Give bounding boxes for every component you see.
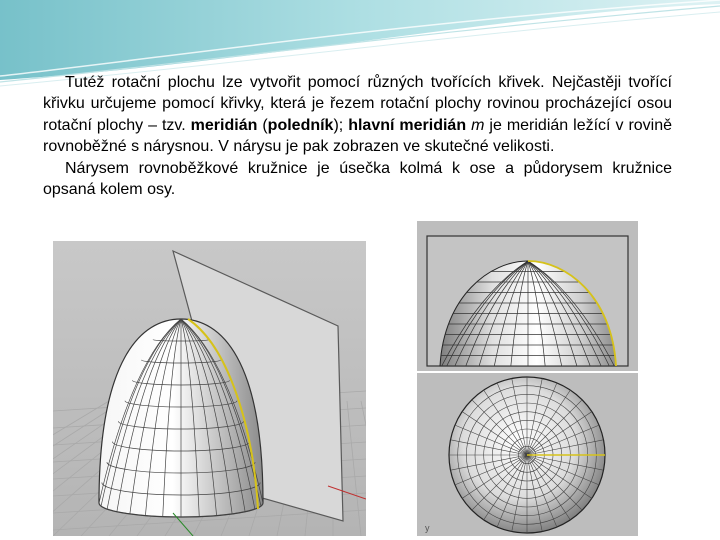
paragraph-meridian — [43, 72, 672, 158]
text-segment: ); — [333, 116, 349, 134]
main-text — [43, 72, 672, 200]
paragraph-circles: Nárysem rovnoběžkové kružnice je úsečka kolmá k ose a půdorysem kružnice opsaná kolem osy. — [43, 159, 672, 199]
axis-label-y: y — [425, 523, 430, 533]
top-circle — [449, 377, 605, 533]
term-meridian: meridián — [190, 116, 258, 134]
term-main-meridian: hlavní meridián — [348, 116, 467, 134]
text-segment: ( — [257, 116, 268, 134]
text-segment: je meridián ležící v rovině rovnoběžné s nárysnou. V nárysu je pak zobrazen ve skutečné velikosti. — [43, 116, 673, 156]
perspective-view — [53, 241, 366, 536]
text-segment: Tutéž rotační plochu lze vytvořit pomocí různých tvořících křivek. Nejčastěji tvořící křivku určujeme pomocí křivky, která je řezem rotační plochy rovinou procházející osou rotační plochy – tzv. — [43, 74, 672, 134]
symbol-m: m — [471, 116, 485, 134]
term-polednik: poledník — [267, 116, 334, 134]
top-view — [417, 373, 638, 536]
front-view — [417, 221, 638, 371]
